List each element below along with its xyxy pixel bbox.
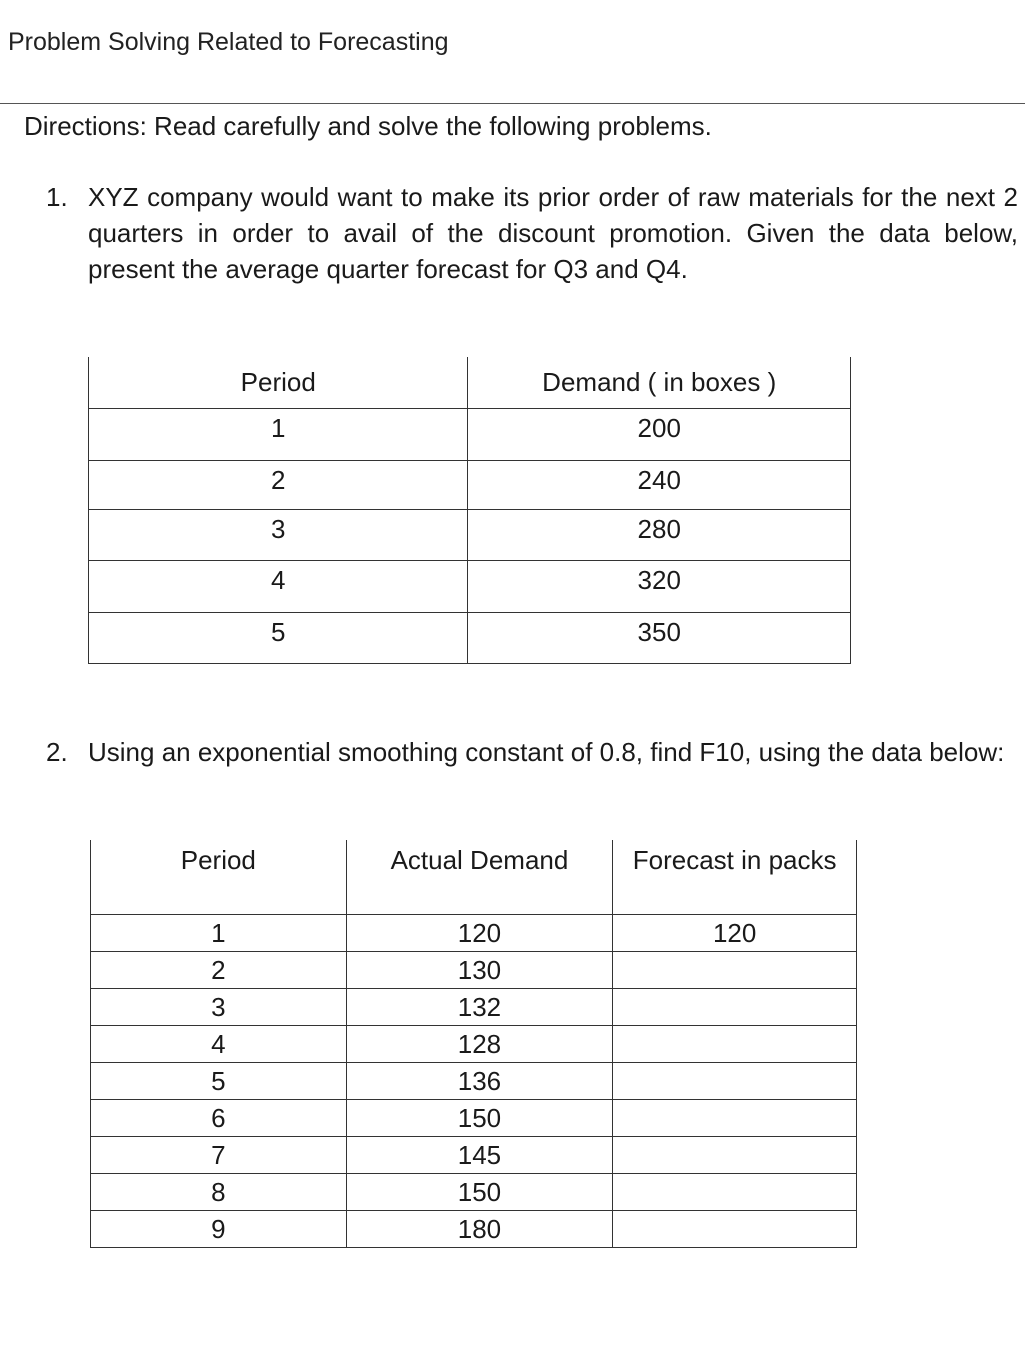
actual-demand-cell: 145 [346, 1137, 613, 1174]
problem-2-number: 2. [46, 737, 68, 767]
period-cell: 1 [89, 409, 468, 461]
table-row [89, 613, 851, 664]
table-row [89, 461, 851, 510]
period-cell: 2 [89, 461, 468, 510]
period-cell: 4 [91, 1026, 347, 1063]
forecast-cell [613, 1026, 857, 1063]
period-cell: 8 [91, 1174, 347, 1211]
forecast-cell [613, 1174, 857, 1211]
column-header-period: Period [91, 840, 347, 915]
actual-demand-cell: 150 [346, 1100, 613, 1137]
demand-cell: 320 [468, 561, 851, 613]
actual-demand-cell: 130 [346, 952, 613, 989]
table-row [91, 1137, 857, 1174]
table-row [91, 1211, 857, 1248]
column-header-forecast: Forecast in packs [613, 840, 857, 915]
demand-cell: 200 [468, 409, 851, 461]
column-header-actual-demand: Actual Demand [346, 840, 613, 915]
actual-demand-cell: 150 [346, 1174, 613, 1211]
table-row [91, 1100, 857, 1137]
table-row [91, 1063, 857, 1100]
actual-demand-cell: 128 [346, 1026, 613, 1063]
table-header-row [91, 840, 857, 915]
table-row [91, 1026, 857, 1063]
table-header-row [89, 357, 851, 409]
smoothing-table [90, 840, 857, 1248]
column-header-period: Period [89, 357, 468, 409]
column-header-demand: Demand ( in boxes ) [468, 357, 851, 409]
period-cell: 1 [91, 915, 347, 952]
forecast-cell [613, 1137, 857, 1174]
period-cell: 6 [91, 1100, 347, 1137]
period-cell: 2 [91, 952, 347, 989]
actual-demand-cell: 120 [346, 915, 613, 952]
table-row [89, 409, 851, 461]
period-cell: 9 [91, 1211, 347, 1248]
table-row [91, 915, 857, 952]
actual-demand-cell: 180 [346, 1211, 613, 1248]
forecast-cell [613, 952, 857, 989]
page-title: Problem Solving Related to Forecasting [8, 28, 449, 56]
period-cell: 4 [89, 561, 468, 613]
problem-1-text: XYZ company would want to make its prior order of raw materials for the next 2 quarters in order to avail of the discount promotion. Given the data below, present the average quarter forecast for Q3 and Q4. [88, 182, 1018, 284]
table-row [89, 510, 851, 561]
forecast-cell [613, 1211, 857, 1248]
actual-demand-cell: 132 [346, 989, 613, 1026]
table-row [91, 952, 857, 989]
problem-1 [46, 179, 1018, 287]
forecast-cell [613, 1100, 857, 1137]
period-cell: 3 [91, 989, 347, 1026]
demand-cell: 280 [468, 510, 851, 561]
demand-cell: 240 [468, 461, 851, 510]
period-cell: 7 [91, 1137, 347, 1174]
table-row [89, 561, 851, 613]
actual-demand-cell: 136 [346, 1063, 613, 1100]
table-row [91, 989, 857, 1026]
demand-table [88, 357, 851, 664]
forecast-cell: 120 [613, 915, 857, 952]
table-row [91, 1174, 857, 1211]
problem-2 [46, 734, 1018, 770]
period-cell: 5 [91, 1063, 347, 1100]
problem-2-text: Using an exponential smoothing constant of 0.8, find F10, using the data below: [88, 737, 1005, 767]
problem-1-number: 1. [46, 182, 68, 212]
period-cell: 5 [89, 613, 468, 664]
period-cell: 3 [89, 510, 468, 561]
directions-text: Directions: Read carefully and solve the following problems. [24, 111, 712, 141]
header-divider [0, 103, 1025, 104]
forecast-cell [613, 989, 857, 1026]
forecast-cell [613, 1063, 857, 1100]
demand-cell: 350 [468, 613, 851, 664]
